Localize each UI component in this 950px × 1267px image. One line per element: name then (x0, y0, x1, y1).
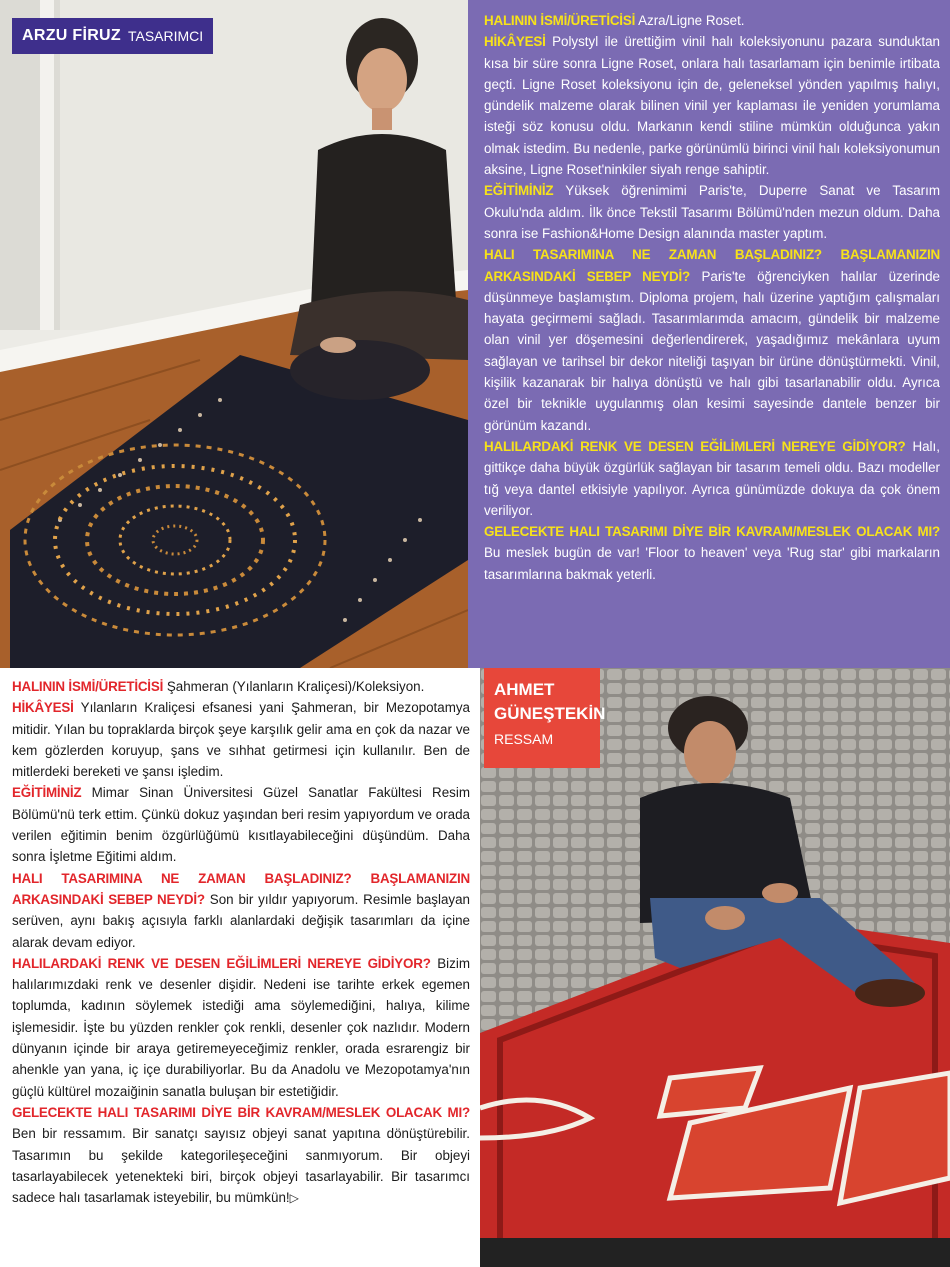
designer-name: ARZU FİRUZ (22, 27, 121, 44)
interview-body (12, 676, 470, 1209)
question-label: HALI TASARIMINA NE ZAMAN BAŞLADINIZ? BAŞLAMANIZIN ARKASINDAKİ SEBEP NEYDİ? (12, 870, 470, 907)
answer-text: Azra/Ligne Roset. (638, 13, 745, 28)
question-label: HİKÂYESİ (484, 34, 546, 50)
answer-text: Ben bir ressamım. Bir sanatçı sayısız objeyi sanat yapıtına dönüştürebilir. Tasarımın bu şekilde kategorileşeceğini sanmıyorum. Bir objeyi tasarlayabilecek yetenekteki biri, birçok objeyi tasarlayabilir. Bir tasarımcı sadece halı tasarlamak isteyebilir, bu mümkün! (12, 1126, 470, 1206)
answer-text: Yüksek öğrenimimi Paris'te, Duperre Sanat ve Tasarım Okulu'nda aldım. İlk önce Tekstil Tasarımı Bölümü'nden mezun oldum. Daha sonra ise Fashion&Home Design alanında master yaptım. (484, 183, 940, 241)
answer-text: Paris'te öğrenciyken halılar üzerinde düşünmeye başlamıştım. Diploma projem, halı üzerine yaptığım çalışmaları hayata geçirmemi sağladı. Tasarımlarımda amacım, gündelik bir malzeme olan vinil yer döşemesini değerlendirerek, yaşadığımız mekânlara uyum sağlayan ve tarihsel bir dekor niteliği taşıyan bir ürüne dönüştürmekti. Vinil, kişilik kazanarak bir halıya dönüştü ve halı gibi tasarlanabilir oldu. Ayrıca özel bir teknikle uygulanmış olan kesimi sayesinde dantele benzer bir görünüm kazandı. (484, 268, 940, 433)
question-label: EĞİTİMİNİZ (12, 785, 82, 801)
answer-text: Bizim halılarımızdaki renk ve desenler dişidir. Nedeni ise tarihte erkek egemen toplumda, kadının söylemek istediği ama söylemediğini, halıya, kilime işlemesidir. İşte bu yüzden renkler çok renkli, desenler çok nazlıdır. Modern dünyanın içinde bir araya getiremeyeceğimiz renkler, orada esrarengiz bir ahenkle yan yana, iç içe durabiliyorlar. Bu da Anadolu ve Mezopotamya'nın güçlü kültürel mozaiğinin sanatla buluşan bir estetiğidir. (12, 955, 470, 1099)
interview-text-arzu-firuz (468, 0, 950, 668)
question-label: HALILARDAKİ RENK VE DESEN EĞİLİMLERİ NEREYE GİDİYOR? (12, 955, 431, 971)
question-label: HALININ İSMİ/ÜRETİCİSİ (484, 13, 636, 28)
answer-text: Polystyl ile ürettiğim vinil halı koleksiyonunu pazara sunduktan kısa bir süre sonra Ligne Roset, onlara halı tasarlamam için benimle irtibata geçti. Ligne Roset koleksiyonu için de, geleneksel yönden yapılmış halıyı, gündelik malzeme olarak bilinen vinil yer kaplaması ile yeniden yorumlama isteği söz konusu oldu. Markanın kendi stiline mümkün olduğunca yakın olmak istedim. Bu nedenle, parke görünümlü birinci vinil halı koleksiyonumun aksine, Ligne Roset'ninkiler siyah renge sahiptir. (484, 34, 940, 178)
question-label: GELECEKTE HALI TASARIMI DİYE BİR KAVRAM/MESLEK OLACAK MI? (12, 1104, 470, 1120)
designer-role: RESSAM (494, 731, 554, 747)
question-label: GELECEKTE HALI TASARIMI DİYE BİR KAVRAM/MESLEK OLACAK MI? (484, 524, 940, 540)
question-label: HALININ İSMİ/ÜRETİCİSİ (12, 679, 164, 694)
question-label: HALI TASARIMINA NE ZAMAN BAŞLADINIZ? BAŞLAMANIZIN ARKASINDAKİ SEBEP NEYDİ? (484, 247, 940, 284)
answer-text: Bu meslek bugün de var! 'Floor to heaven' veya 'Rug star' gibi markaların tasarımlarına bakmak yeterli. (484, 545, 940, 582)
designer-role: TASARIMCI (127, 28, 204, 44)
answer-text: Mimar Sinan Üniversitesi Güzel Sanatlar Fakültesi Resim Bölümü'nü terk ettim. Çünkü dokuz yaşından beri resim yapıyordum ve orada verilen eğitimin benim özgürlüğümü kısıtlayabileceğini düşündüm. Daha sonra İşletme Eğitimi aldım. (12, 785, 470, 865)
question-label: HİKÂYESİ (12, 700, 74, 716)
question-label: HALILARDAKİ RENK VE DESEN EĞİLİMLERİ NEREYE GİDİYOR? (484, 438, 906, 454)
interview-text-ahmet-gunestekin (0, 668, 480, 1267)
designer-name-last: GÜNEŞTEKİN (494, 704, 606, 723)
designer-name-first: AHMET (494, 680, 555, 699)
question-label: EĞİTİMİNİZ (484, 183, 554, 199)
answer-text: Şahmeran (Yılanların Kraliçesi)/Koleksiyon. (166, 679, 425, 694)
answer-text: Yılanların Kraliçesi efsanesi yani Şahmeran, bir Mezopotamya mitidir. Yılan bu topraklarda birçok şeye karşılık gelir ama en çok da nazar ve kem gözlerden koruyup, şans ve sıhhat getirmesi için kullanılır. Ben de mitlerdeki bereketi ve şansı işledim. (12, 700, 471, 780)
interview-body (484, 10, 940, 585)
answer-text: Son bir yıldır yapıyorum. Resimle başlayan serüven, aynı bakış açısıyla farklı alanlardaki değişik tasarımları da içine alarak devam ediyor. (12, 891, 470, 950)
answer-text: Halı, gittikçe daha büyük özgürlük sağlayan bir tasarım temeli oldu. Bazı modeller tığ veya dantel etkisiyle yapılıyor. Ayrıca günümüzde dokuya da çok önem veriliyor. (484, 438, 940, 518)
designer-tag-arzu-firuz (12, 18, 213, 54)
designer-tag-ahmet-gunestekin (484, 668, 606, 768)
photo-arzu-firuz (0, 0, 468, 668)
end-of-article-icon: ▷ (289, 1191, 299, 1206)
